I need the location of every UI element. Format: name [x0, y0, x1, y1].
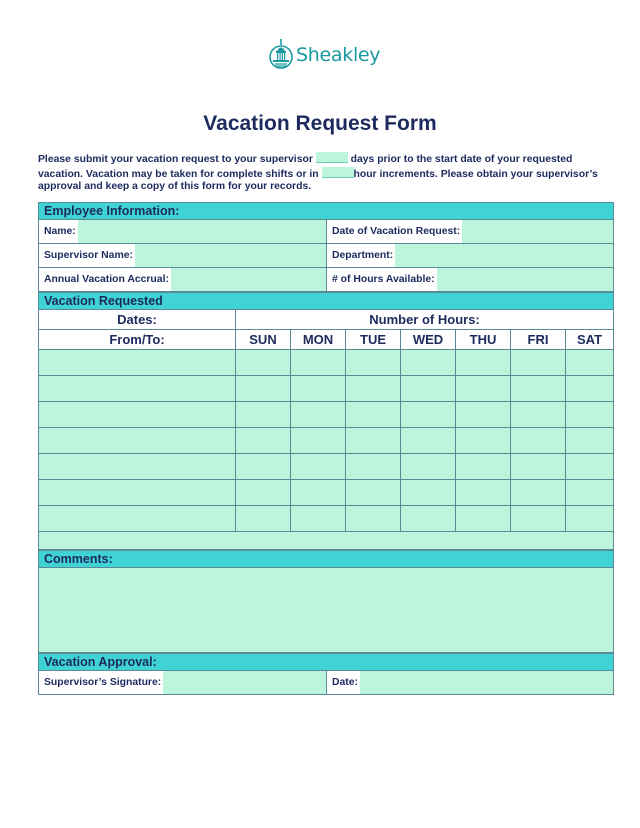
hours-field-fri[interactable]	[511, 506, 566, 531]
hours-field-sat[interactable]	[566, 428, 613, 453]
hours-field-sun[interactable]	[236, 376, 291, 401]
hours-field-sat[interactable]	[566, 376, 613, 401]
approval-date-label: Date:	[327, 671, 360, 694]
hours-field-tue[interactable]	[346, 402, 401, 427]
employee-row-3	[38, 268, 614, 292]
hours-field-thu[interactable]	[456, 402, 511, 427]
vacation-form	[38, 202, 614, 695]
vacation-requested-heading: Vacation Requested	[38, 292, 614, 309]
hours-field-sun[interactable]	[236, 454, 291, 479]
department-label: Department:	[327, 244, 395, 267]
signature-field[interactable]	[163, 671, 326, 694]
name-label: Name:	[39, 220, 78, 243]
accrual-field[interactable]	[171, 268, 326, 291]
hours-field-mon[interactable]	[291, 480, 346, 505]
date-request-field[interactable]	[462, 220, 613, 243]
dates-row	[38, 309, 614, 330]
capitol-dome-icon	[268, 37, 294, 73]
hours-field-tue[interactable]	[346, 428, 401, 453]
hours-field-mon[interactable]	[291, 428, 346, 453]
hours-field-thu[interactable]	[456, 454, 511, 479]
accrual-cell	[39, 268, 327, 291]
employee-row-1	[38, 219, 614, 244]
day-header-row	[38, 330, 614, 350]
from-to-field[interactable]	[39, 480, 236, 505]
day-header-thu: THU	[456, 330, 511, 349]
from-to-field[interactable]	[39, 454, 236, 479]
hours-field-tue[interactable]	[346, 454, 401, 479]
signature-label: Supervisor’s Signature:	[39, 671, 163, 694]
table-row	[38, 480, 614, 506]
approval-row	[38, 670, 614, 695]
dates-cell	[39, 310, 236, 329]
from-to-field[interactable]	[39, 506, 236, 531]
hours-field-mon[interactable]	[291, 454, 346, 479]
hours-field-tue[interactable]	[346, 506, 401, 531]
hours-field-sun[interactable]	[236, 480, 291, 505]
hours-field-wed[interactable]	[401, 350, 456, 375]
comments-heading: Comments:	[38, 550, 614, 567]
approval-date-cell	[327, 671, 613, 694]
supervisor-label: Supervisor Name:	[39, 244, 135, 267]
hours-field-sat[interactable]	[566, 350, 613, 375]
hours-field-fri[interactable]	[511, 428, 566, 453]
day-header-sun: SUN	[236, 330, 291, 349]
logo-text: Sheakley	[296, 44, 381, 66]
hours-field-thu[interactable]	[456, 350, 511, 375]
hours-field-thu[interactable]	[456, 506, 511, 531]
hours-field-mon[interactable]	[291, 350, 346, 375]
day-header-sat: SAT	[566, 330, 613, 349]
approval-date-field[interactable]	[360, 671, 613, 694]
table-row	[38, 402, 614, 428]
from-to-field[interactable]	[39, 428, 236, 453]
hour-increment-field[interactable]	[322, 167, 354, 178]
day-header-wed: WED	[401, 330, 456, 349]
hours-field-sun[interactable]	[236, 402, 291, 427]
day-header-fri: FRI	[511, 330, 566, 349]
hours-field-tue[interactable]	[346, 376, 401, 401]
signature-cell	[39, 671, 327, 694]
hours-field-thu[interactable]	[456, 480, 511, 505]
intro-text	[38, 152, 613, 194]
hours-field-wed[interactable]	[401, 402, 456, 427]
day-header-tue: TUE	[346, 330, 401, 349]
day-header-mon: MON	[291, 330, 346, 349]
hours-field-tue[interactable]	[346, 480, 401, 505]
from-to-header: From/To:	[39, 330, 236, 349]
name-field[interactable]	[78, 220, 326, 243]
name-cell	[39, 220, 327, 243]
employee-info-heading: Employee Information:	[38, 202, 614, 219]
employee-row-2	[38, 244, 614, 268]
from-to-field[interactable]	[39, 350, 236, 375]
hours-field-wed[interactable]	[401, 480, 456, 505]
from-to-field[interactable]	[39, 376, 236, 401]
intro-part-1: Please submit your vacation request to your supervisor	[38, 154, 316, 165]
grid-spacer	[38, 532, 614, 550]
supervisor-field[interactable]	[135, 244, 326, 267]
approval-heading: Vacation Approval:	[38, 653, 614, 670]
hours-field-wed[interactable]	[401, 376, 456, 401]
hours-field-wed[interactable]	[401, 428, 456, 453]
date-request-label: Date of Vacation Request:	[327, 220, 462, 243]
hours-field-mon[interactable]	[291, 402, 346, 427]
hours-field-mon[interactable]	[291, 376, 346, 401]
from-to-field[interactable]	[39, 402, 236, 427]
hours-field-fri[interactable]	[511, 350, 566, 375]
dates-label: Dates:	[39, 310, 235, 329]
hours-field-thu[interactable]	[456, 376, 511, 401]
hours-field-sun[interactable]	[236, 506, 291, 531]
hours-field-sat[interactable]	[566, 506, 613, 531]
vacation-grid	[38, 350, 614, 532]
hours-field-sat[interactable]	[566, 480, 613, 505]
hours-field-thu[interactable]	[456, 428, 511, 453]
supervisor-cell	[39, 244, 327, 267]
table-row	[38, 376, 614, 402]
hours-field-sun[interactable]	[236, 428, 291, 453]
days-prior-field[interactable]	[316, 152, 348, 163]
hours-cell	[236, 310, 613, 329]
hours-field-wed[interactable]	[401, 454, 456, 479]
department-cell	[327, 244, 613, 267]
table-row	[38, 506, 614, 532]
table-row	[38, 428, 614, 454]
intro-part-2: days prior to the start date of your requested vacation. Vacation may be taken for complete shifts or in	[38, 154, 573, 180]
hours-available-label: # of Hours Available:	[327, 268, 437, 291]
hours-field-fri[interactable]	[511, 376, 566, 401]
hours-field-wed[interactable]	[401, 506, 456, 531]
hours-field-sat[interactable]	[566, 454, 613, 479]
table-row	[38, 454, 614, 480]
date-request-cell	[327, 220, 613, 243]
department-field[interactable]	[395, 244, 613, 267]
hours-field-mon[interactable]	[291, 506, 346, 531]
accrual-label: Annual Vacation Accrual:	[39, 268, 171, 291]
comments-field[interactable]	[38, 567, 614, 653]
hours-field-tue[interactable]	[346, 350, 401, 375]
page-title: Vacation Request Form	[203, 112, 437, 135]
hours-field-fri[interactable]	[511, 402, 566, 427]
hours-field-fri[interactable]	[511, 454, 566, 479]
hours-label: Number of Hours:	[236, 310, 613, 329]
hours-field-fri[interactable]	[511, 480, 566, 505]
table-row	[38, 350, 614, 376]
hours-available-cell	[327, 268, 613, 291]
logo	[268, 36, 380, 74]
hours-field-sat[interactable]	[566, 402, 613, 427]
intro-part-3: hour increments. Please obtain your supervisor’s approval and keep a copy of this form for your records.	[38, 168, 598, 193]
hours-available-field[interactable]	[437, 268, 613, 291]
hours-field-sun[interactable]	[236, 350, 291, 375]
